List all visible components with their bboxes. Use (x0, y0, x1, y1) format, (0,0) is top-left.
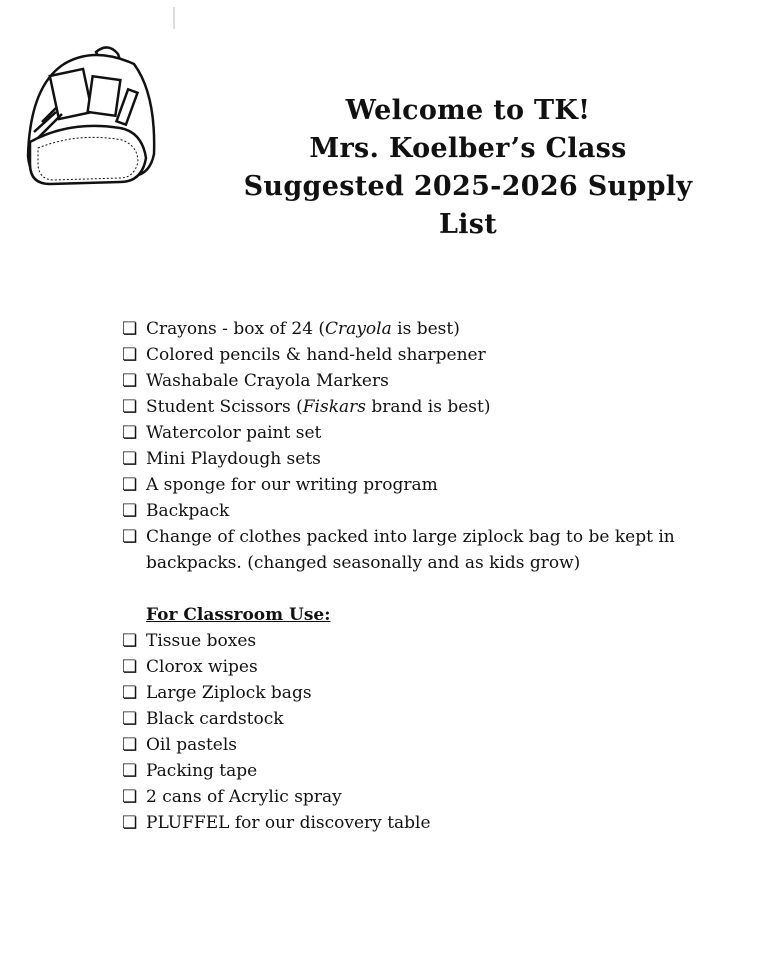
list-item (122, 368, 702, 394)
checkbox-icon[interactable]: ❏ (122, 527, 138, 547)
item-text: Large Ziplock bags (146, 683, 312, 703)
item-text: 2 cans of Acrylic spray (146, 787, 342, 807)
item-text-em: Fiskars (302, 397, 366, 417)
checkbox-icon[interactable]: ❏ (122, 761, 138, 781)
checkbox-icon[interactable]: ❏ (122, 345, 138, 365)
list-item (122, 628, 702, 654)
item-text-em: Crayola (325, 319, 392, 339)
list-item (122, 810, 702, 836)
list-item (122, 472, 702, 498)
list-item (122, 784, 702, 810)
item-text-pre: Mini Playdough sets (146, 449, 321, 469)
item-text-pre: Washabale Crayola Markers (146, 371, 389, 391)
backpack-illustration (24, 42, 158, 190)
item-text-pre: Change of clothes packed into large ziplock bag to be kept in backpacks. (changed seasonally and as kids grow) (146, 527, 675, 573)
page-title (220, 92, 716, 244)
list-item (122, 420, 702, 446)
list-item (122, 342, 702, 368)
item-text-pre: Colored pencils & hand-held sharpener (146, 345, 486, 365)
list-item (122, 316, 702, 342)
checkbox-icon[interactable]: ❏ (122, 449, 138, 469)
item-text: PLUFFEL for our discovery table (146, 813, 431, 833)
classroom-supply-list (122, 628, 702, 836)
item-text-post: brand is best) (365, 397, 491, 417)
checkbox-icon[interactable]: ❏ (122, 735, 138, 755)
item-text-pre: Student Scissors ( (146, 397, 303, 417)
checkbox-icon[interactable]: ❏ (122, 397, 138, 417)
checkbox-icon[interactable]: ❏ (122, 475, 138, 495)
item-text-pre: A sponge for our writing program (146, 475, 438, 495)
item-text: Black cardstock (146, 709, 284, 729)
title-welcome: Welcome to TK! (345, 95, 591, 126)
checkbox-icon[interactable]: ❏ (122, 631, 138, 651)
list-item (122, 680, 702, 706)
list-item (122, 524, 702, 576)
item-text-pre: Watercolor paint set (146, 423, 322, 443)
checkbox-icon[interactable]: ❏ (122, 657, 138, 677)
checkbox-icon[interactable]: ❏ (122, 319, 138, 339)
item-text-post: is best) (391, 319, 460, 339)
item-text: Packing tape (146, 761, 258, 781)
list-item (122, 706, 702, 732)
item-text: Tissue boxes (146, 631, 257, 651)
list-item (122, 446, 702, 472)
title-supply-list: Suggested 2025-2026 Supply List (243, 171, 693, 240)
checkbox-icon[interactable]: ❏ (122, 813, 138, 833)
item-text: Clorox wipes (146, 657, 258, 677)
list-item (122, 758, 702, 784)
item-text: Oil pastels (146, 735, 238, 755)
item-text-pre: Backpack (146, 501, 230, 521)
checkbox-icon[interactable]: ❏ (122, 501, 138, 521)
checkbox-icon[interactable]: ❏ (122, 371, 138, 391)
checkbox-icon[interactable]: ❏ (122, 787, 138, 807)
title-class: Mrs. Koelber’s Class (309, 133, 627, 164)
student-supply-list (122, 316, 702, 576)
list-item (122, 654, 702, 680)
list-item (122, 732, 702, 758)
text-cursor (173, 7, 175, 29)
checkbox-icon[interactable]: ❏ (122, 683, 138, 703)
checkbox-icon[interactable]: ❏ (122, 709, 138, 729)
checkbox-icon[interactable]: ❏ (122, 423, 138, 443)
list-item (122, 394, 702, 420)
list-item (122, 498, 702, 524)
classroom-use-heading: For Classroom Use: (146, 605, 331, 625)
item-text-pre: Crayons - box of 24 ( (146, 319, 326, 339)
